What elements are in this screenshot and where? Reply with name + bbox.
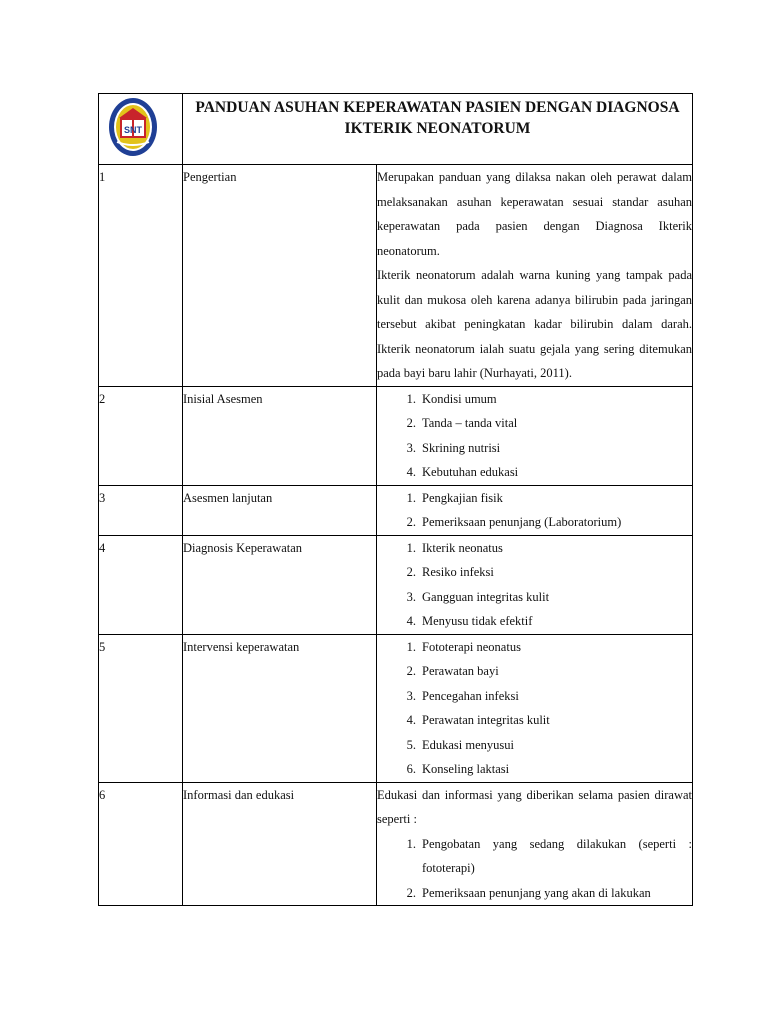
list-item-number: 4.	[406, 614, 416, 628]
list-item-number: 4.	[406, 713, 416, 727]
row-number: 6	[99, 782, 183, 906]
list-item-number: 1.	[406, 836, 416, 851]
table-row	[99, 535, 693, 634]
row-label: Asesmen lanjutan	[183, 485, 377, 535]
list-item	[377, 733, 692, 758]
row-content	[377, 535, 693, 634]
row-label: Inisial Asesmen	[183, 386, 377, 485]
list-item-number: 3.	[406, 589, 416, 604]
list-item-number: 1.	[406, 540, 416, 555]
list-item	[377, 832, 692, 881]
list-item	[377, 659, 692, 684]
list-item-text: Kondisi umum	[422, 391, 497, 406]
list-item	[377, 460, 692, 485]
list-item	[377, 684, 692, 709]
row-label: Pengertian	[183, 165, 377, 387]
row-number: 1	[99, 165, 183, 387]
list-item-text: Ikterik neonatus	[422, 540, 503, 555]
list-item-text: Tanda – tanda vital	[422, 416, 518, 430]
list-item-text: Pemeriksaan penunjang yang akan di lakukan	[422, 885, 651, 900]
list-item-text: Edukasi menyusui	[422, 737, 515, 752]
row-number: 2	[99, 386, 183, 485]
list-item-number: 2.	[406, 885, 416, 900]
list-item	[377, 536, 692, 561]
list-item-number: 1.	[406, 391, 416, 406]
list-item	[377, 609, 692, 634]
header-row	[99, 94, 693, 165]
list-item-text: Pencegahan infeksi	[422, 688, 519, 703]
row-content	[377, 165, 693, 387]
table-row	[99, 485, 693, 535]
list-item	[377, 635, 692, 660]
list-item-number: 1.	[406, 490, 416, 505]
list-item	[377, 436, 692, 461]
paragraph: Edukasi dan informasi yang diberikan selama pasien dirawat seperti :	[377, 787, 692, 826]
list-item-text: Pengobatan yang sedang dilakukan (seperti : fototerapi)	[422, 836, 692, 875]
list-item-text: Skrining nutrisi	[422, 440, 501, 455]
list-item-text: Resiko infeksi	[422, 565, 494, 579]
list-item-number: 1.	[406, 639, 416, 654]
list-item-text: Kebutuhan edukasi	[422, 465, 519, 479]
row-label: Diagnosis Keperawatan	[183, 535, 377, 634]
row-label: Intervensi keperawatan	[183, 634, 377, 782]
paragraph: Ikterik neonatorum adalah warna kuning yang tampak pada kulit dan mukosa oleh karena adanya bilirubin pada jaringan tersebut akibat peningkatan kadar bilirubin dalam darah. Ikterik neonatorum ialah suatu gejala yang sering ditemukan pada bayi baru lahir (Nurhayati, 2011).	[377, 268, 692, 380]
item-list	[377, 387, 692, 485]
list-item	[377, 510, 692, 535]
list-item-number: 3.	[406, 688, 416, 703]
row-number: 4	[99, 535, 183, 634]
list-item	[377, 757, 692, 782]
list-item-text: Perawatan integritas kulit	[422, 713, 550, 727]
list-item-text: Pemeriksaan penunjang (Laboratorium)	[422, 515, 622, 529]
row-content	[377, 386, 693, 485]
list-item-number: 2.	[406, 664, 416, 678]
item-list	[377, 536, 692, 634]
item-list	[377, 635, 692, 782]
row-number: 3	[99, 485, 183, 535]
list-item	[377, 387, 692, 412]
list-item-text: Fototerapi neonatus	[422, 639, 521, 654]
list-item-text: Menyusu tidak efektif	[422, 614, 533, 628]
list-item	[377, 585, 692, 610]
row-label: Informasi dan edukasi	[183, 782, 377, 906]
logo-cell	[99, 94, 183, 165]
hospital-logo-icon	[107, 96, 159, 158]
list-item-number: 4.	[406, 465, 416, 479]
table-row	[99, 634, 693, 782]
list-item-number: 6.	[406, 762, 416, 776]
list-item	[377, 881, 692, 906]
list-item-number: 2.	[406, 565, 416, 579]
table-row	[99, 165, 693, 387]
list-item-text: Konseling laktasi	[422, 762, 510, 776]
list-item-number: 2.	[406, 416, 416, 430]
row-content	[377, 782, 693, 906]
list-item-text: Pengkajian fisik	[422, 490, 503, 505]
list-item	[377, 560, 692, 585]
document-title: PANDUAN ASUHAN KEPERAWATAN PASIEN DENGAN DIAGNOSA IKTERIK NEONATORUM	[195, 99, 680, 137]
item-list	[377, 832, 692, 906]
list-item-number: 3.	[406, 440, 416, 455]
paragraph: Merupakan panduan yang dilaksa nakan oleh perawat dalam melaksanakan asuhan keperawatan sesuai standar asuhan keperawatan pada pasien dengan Diagnosa Ikterik neonatorum.	[377, 170, 692, 258]
table-row	[99, 782, 693, 906]
list-item-text: Perawatan bayi	[422, 664, 499, 678]
list-item-number: 5.	[406, 737, 416, 752]
svg-text:SNT: SNT	[124, 125, 142, 135]
document-table	[98, 93, 693, 906]
list-item-number: 2.	[406, 515, 416, 529]
list-item	[377, 486, 692, 511]
title-cell	[183, 94, 693, 165]
list-item	[377, 411, 692, 436]
item-list	[377, 486, 692, 535]
row-number: 5	[99, 634, 183, 782]
table-row	[99, 386, 693, 485]
list-item-text: Gangguan integritas kulit	[422, 589, 550, 604]
list-item	[377, 708, 692, 733]
row-content	[377, 634, 693, 782]
row-content	[377, 485, 693, 535]
